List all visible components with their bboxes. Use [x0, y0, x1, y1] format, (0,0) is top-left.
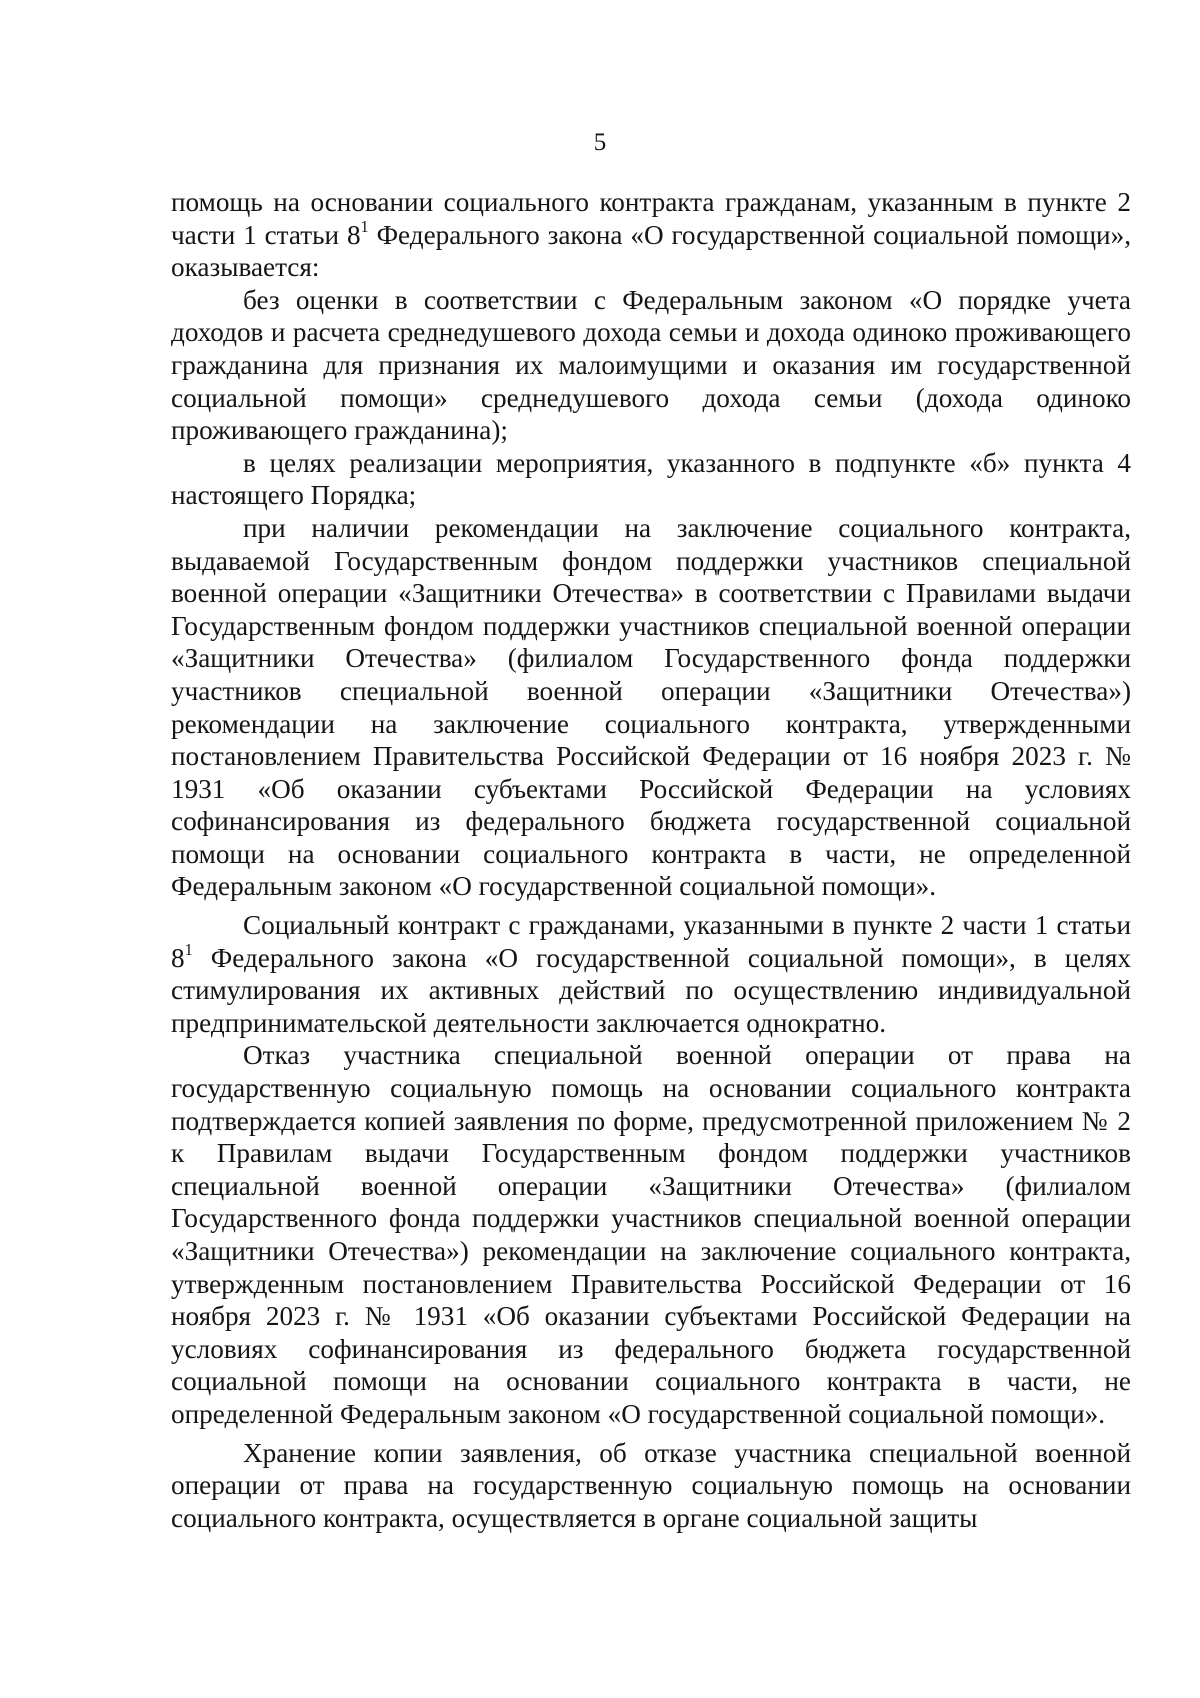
document-body	[171, 186, 1131, 1534]
paragraph-storage: Хранение копии заявления, об отказе участника специальной военной операции от права на государственную социальную помощь на основании социального контракта, осуществляется в органе социальной защиты	[171, 1437, 1131, 1533]
paragraph-text: Федерального закона «О государственной социальной помощи», в целях стимулирования их активных действий по осуществлению индивидуальной предпринимательской деятельности заключается однократно.	[171, 942, 1131, 1038]
page-number: 5	[593, 129, 607, 156]
paragraph-without-income-assessment: без оценки в соответствии с Федеральным законом «О порядке учета доходов и расчета среднедушевого дохода семьи и дохода одиноко проживающего гражданина для признания их малоимущими и оказания им государственной социальной помощи» среднедушевого дохода семьи (дохода одиноко проживающего гражданина);	[171, 284, 1131, 446]
paragraph-text: помощь на основании социального контракта гражданам, указанным в пункте 2 части 1 статьи 8	[171, 187, 1131, 250]
paragraph-refusal-confirmation: Отказ участника специальной военной операции от права на государственную социальную помощь на основании социального контракта подтверждается копией заявления по форме, предусмотренной приложением № 2 к Правилам выдачи Государственным фондом поддержки участников специальной военной операции «Защитники Отечества» (филиалом Государственного фонда поддержки участников специальной военной операции «Защитники Отечества») рекомендации на заключение социального контракта, утвержденным постановлением Правительства Российской Федерации от 16 ноября 2023 г. № 1931 «Об оказании субъектами Российской Федерации на условиях софинансирования из федерального бюджета государственной социальной помощи на основании социального контракта в части, не определенной Федеральным законом «О государственной социальной помощи».	[171, 1040, 1131, 1429]
paragraph-contract-once	[171, 909, 1131, 1039]
paragraph-fund-recommendation: при наличии рекомендации на заключение социального контракта, выдаваемой Государственным фондом поддержки участников специальной военной операции «Защитники Отечества» в соответствии с Правилами выдачи Государственным фондом поддержки участников специальной военной операции «Защитники Отечества» (филиалом Государственного фонда поддержки участников специальной военной операции «Защитники Отечества») рекомендации на заключение социального контракта, утвержденными постановлением Правительства Российской Федерации от 16 ноября 2023 г. № 1931 «Об оказании субъектами Российской Федерации на условиях софинансирования из федерального бюджета государственной социальной помощи на основании социального контракта в части, не определенной Федеральным законом «О государственной социальной помощи».	[171, 512, 1131, 902]
paragraph-measure-purpose: в целях реализации мероприятия, указанного в подпункте «б» пункта 4 настоящего Порядка;	[171, 447, 1131, 511]
paragraph-continuation	[171, 186, 1131, 284]
paragraph-text: Федерального закона «О государственной социальной помощи», оказывается:	[171, 219, 1131, 283]
superscript: 1	[360, 216, 369, 236]
superscript: 1	[184, 939, 193, 959]
paragraph-text: Социальный контракт с гражданами, указанными в пункте 2 части 1 статьи 8	[171, 910, 1131, 973]
